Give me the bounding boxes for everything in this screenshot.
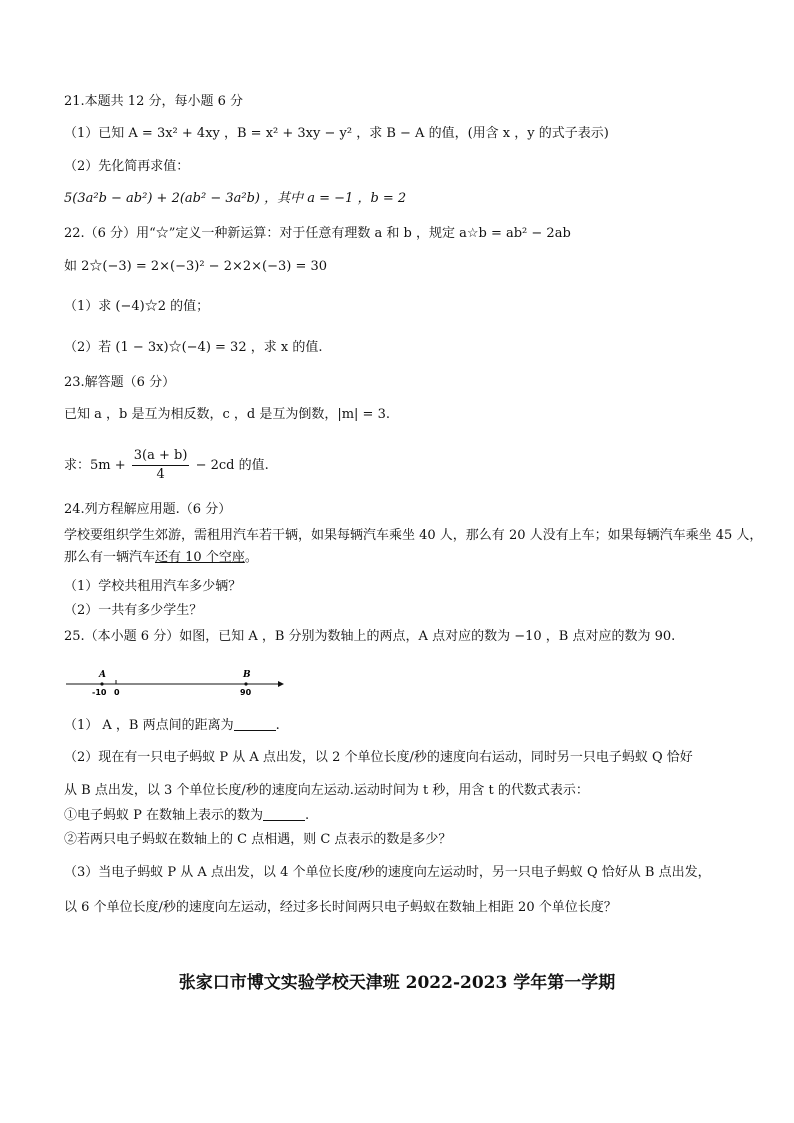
q23-fraction — [132, 447, 190, 484]
q22-part2: （2）若 (1 − 3x)☆(−4) = 32 ，求 x 的值. — [64, 340, 323, 355]
q25-part3-a: （3）当电子蚂蚁 P 从 A 点出发，以 4 个单位长度/秒的速度向左运动时，另一只电子蚂蚁 Q 恰好从 B 点出发， — [64, 865, 711, 880]
q23-ask — [64, 446, 764, 486]
q25-part1-suffix: . — [275, 718, 280, 733]
point-b-dot — [244, 682, 247, 685]
q23-fraction-denominator: 4 — [156, 467, 165, 482]
q21-part2: （2）先化简再求值： — [64, 159, 190, 174]
q23-header: 23.解答题（6 分） — [64, 375, 176, 390]
q24-body-a: 学校要组织学生郊游，需租用汽车若干辆，如果每辆汽车乘坐 40 人，那么有 20 人没有上车；如果每辆汽车乘坐 45 人，那么有一辆汽车 — [64, 528, 763, 565]
q25-header: 25.（本小题 6 分）如图，已知 A ，B 分别为数轴上的两点，A 点对应的数为 −10 ，B 点对应的数为 90. — [64, 629, 676, 644]
q24-body-underlined: 还有 10 个空座 — [155, 550, 245, 565]
q22-header: 22.（6 分）用“☆”定义一种新运算：对于任意有理数 a 和 b ，规定 a☆b = ab² − 2ab — [64, 226, 571, 241]
point-b-label: B — [243, 670, 251, 680]
point-a-dot — [100, 682, 103, 685]
q24-part2: （2）一共有多少学生？ — [64, 603, 203, 618]
number-line-figure — [64, 664, 284, 704]
q24-body-b: 。 — [244, 550, 258, 565]
q25-part1 — [64, 716, 764, 736]
answer-blank — [263, 808, 305, 821]
footer-title: 张家口市博文实验学校天津班 2022-2023 学年第一学期 — [178, 973, 616, 993]
point-a-label: A — [99, 670, 106, 680]
tick-label-b: 90 — [240, 688, 252, 697]
q24-part1: （1）学校共租用汽车多少辆？ — [64, 579, 242, 594]
q25-sub2: ②若两只电子蚂蚁在数轴上的 C 点相遇，则 C 点表示的数是多少？ — [64, 832, 452, 847]
q25-part2-a: （2）现在有一只电子蚂蚁 P 从 A 点出发，以 2 个单位长度/秒的速度向右运动，同时另一只电子蚂蚁 Q 恰好 — [64, 750, 693, 765]
number-line-arrow-icon — [278, 681, 284, 687]
q23-ask-suffix: − 2cd 的值. — [195, 458, 269, 473]
tick-label-zero: 0 — [114, 688, 120, 697]
q25-part2-b: 从 B 点出发，以 3 个单位长度/秒的速度向左运动.运动时间为 t 秒，用含 t 的代数式表示： — [64, 783, 589, 798]
q22-example: 如 2☆(−3) = 2×(−3)² − 2×2×(−3) = 30 — [64, 259, 328, 274]
q21-expression: 5(3a²b − ab²) + 2(ab² − 3a²b) ，其中 a = −1 ，b = 2 — [64, 191, 407, 206]
q25-sub1-suffix: . — [305, 808, 310, 823]
q25-sub1 — [64, 806, 764, 826]
q23-fraction-numerator: 3(a + b) — [132, 447, 190, 466]
answer-blank — [234, 718, 276, 731]
q23-ask-prefix: 求：5m + — [64, 458, 126, 473]
q24-header: 24.列方程解应用题.（6 分） — [64, 502, 232, 517]
q25-part3-b: 以 6 个单位长度/秒的速度向左运动，经过多长时间两只电子蚂蚁在数轴上相距 20 个单位长度？ — [64, 900, 617, 915]
q24-body — [64, 525, 764, 569]
q25-part1-prefix: （1） A ，B 两点间的距离为 — [64, 718, 234, 733]
q22-part1: （1）求 (−4)☆2 的值； — [64, 299, 210, 314]
tick-label-a: -10 — [92, 688, 107, 697]
q25-sub1-prefix: ①电子蚂蚁 P 在数轴上表示的数为 — [64, 808, 264, 823]
q23-given: 已知 a ，b 是互为相反数，c ，d 是互为倒数，|m| = 3. — [64, 407, 390, 422]
q21-part1: （1）已知 A = 3x² + 4xy ，B = x² + 3xy − y² ，求 B − A 的值，(用含 x ，y 的式子表示) — [64, 126, 609, 141]
q21-header: 21.本题共 12 分，每小题 6 分 — [64, 94, 244, 109]
